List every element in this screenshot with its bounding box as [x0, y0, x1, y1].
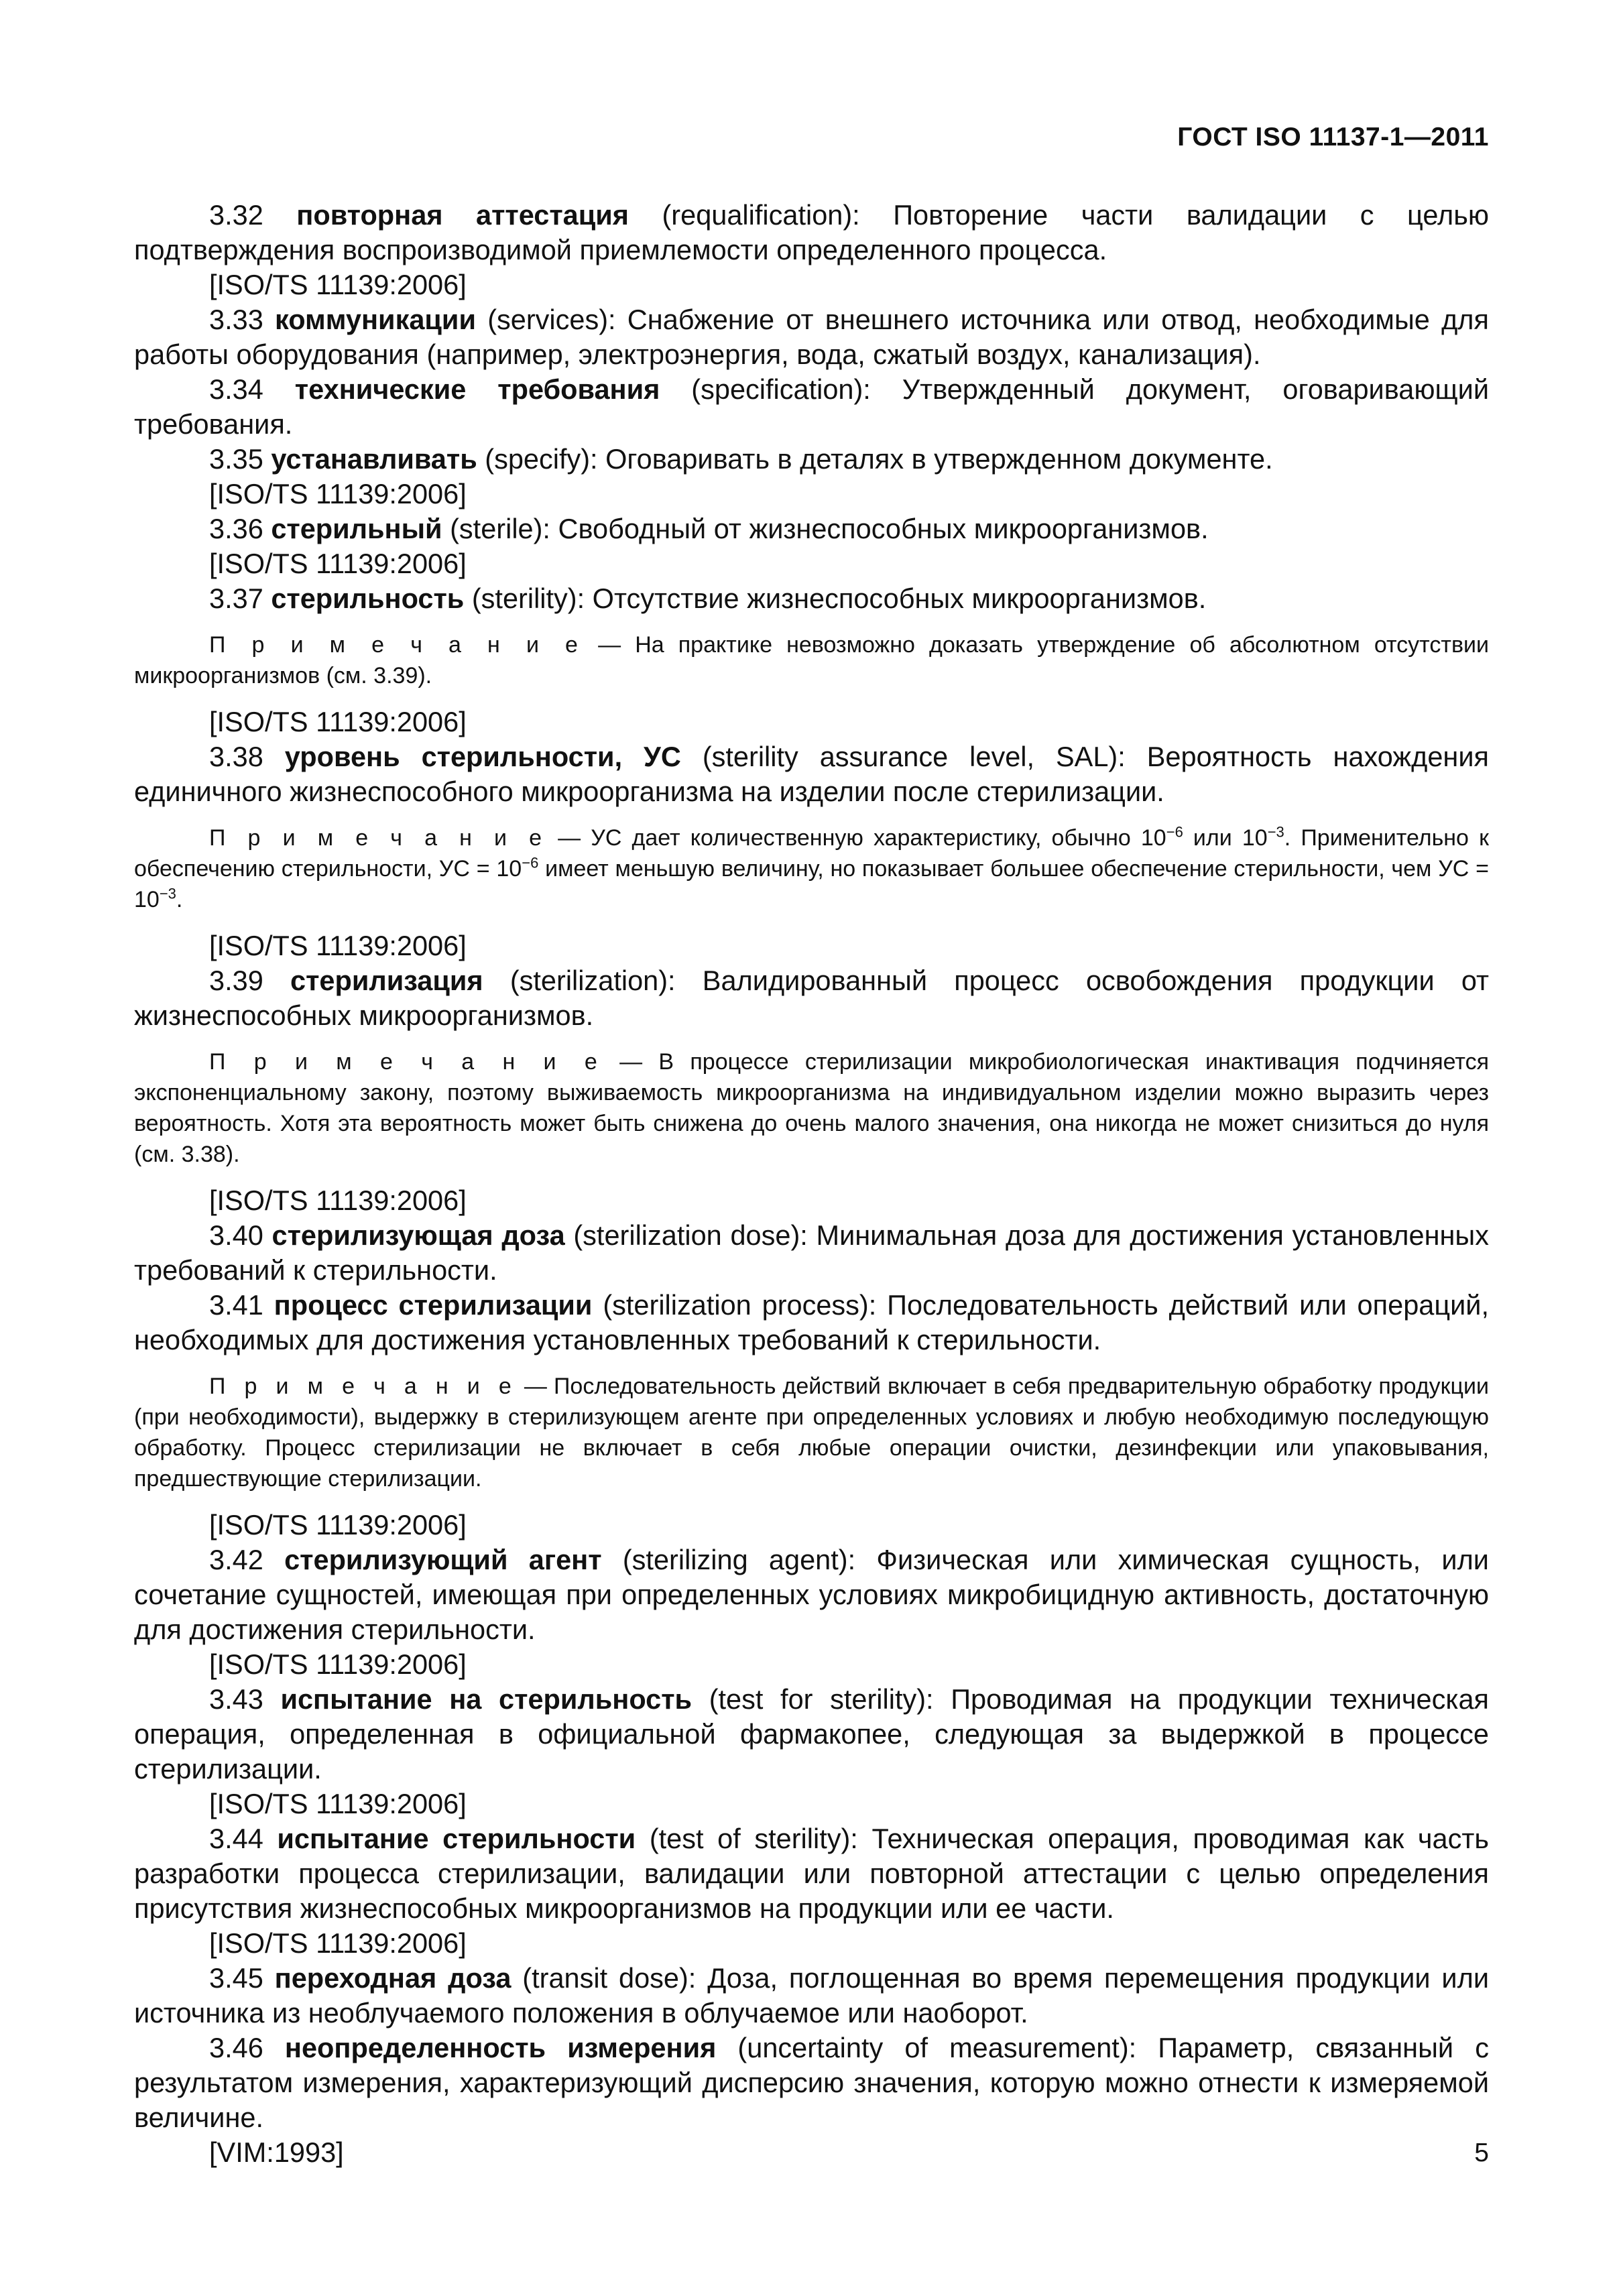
- term-3-46: 3.46 неопределенность измерения (uncertainty of measurement): Параметр, связанный с результатом измерения, характеризующий дисперсию значения, которую можно отнести к измеряемой величине.: [134, 2032, 1489, 2133]
- note-3-38: П р и м е ч а н и е — УС дает количественную характеристику, обычно $10^{-6}$ или $10^{-3}$. Применительно к обеспечению стерильности, УС = $10^{-6}$ имеет меньшую величину, но показывает большее обеспечение стерильности, чем УС = $10^{-3}$.: [134, 823, 1489, 912]
- term-3-36: 3.36 стерильный (sterile): Свободный от жизнеспособных микроорганизмов.: [209, 513, 1209, 544]
- document-body: [134, 198, 1489, 2170]
- term-3-41: 3.41 процесс стерилизации (sterilization process): Последовательность действий или операций, необходимых для достижения установленных требований к стерильности.: [134, 1289, 1490, 1355]
- document-code: ГОСТ ISO 11137-1—2011: [1177, 123, 1489, 152]
- note-3-39: П р и м е ч а н и е — В процессе стерилизации микробиологическая инактивация подчиняется экспоненциальному закону, поэтому выживаемость микроорганизма на индивидуальном изделии можно выразить через вероятность. Хотя эта вероятность может быть снижена до очень малого значения, она никогда не может снизиться до нуля (см. 3.38).: [134, 1049, 1489, 1167]
- reference: [ISO/TS 11139:2006]: [209, 1648, 467, 1680]
- reference: [ISO/TS 11139:2006]: [209, 478, 467, 509]
- reference-vim: [VIM:1993]: [209, 2136, 344, 2168]
- term-3-37: 3.37 стерильность (sterility): Отсутствие жизнеспособных микроорганизмов.: [209, 583, 1207, 614]
- term-3-43: 3.43 испытание на стерильность (test for sterility): Проводимая на продукции техническая операция, определенная в официальной фармакопее, следующая за выдержкой в процессе стерилизации.: [134, 1683, 1489, 1785]
- term-3-39: 3.39 стерилизация (sterilization): Валидированный процесс освобождения продукции от жизнеспособных микроорганизмов.: [134, 965, 1490, 1031]
- reference: [ISO/TS 11139:2006]: [209, 548, 467, 579]
- reference: [ISO/TS 11139:2006]: [209, 269, 467, 300]
- term-3-33: 3.33 коммуникации (services): Снабжение от внешнего источника или отвод, необходимые для работы оборудования (например, электроэнергия, вода, сжатый воздух, канализация).: [134, 304, 1489, 370]
- reference: [ISO/TS 11139:2006]: [209, 1927, 467, 1959]
- note-3-37: П р и м е ч а н и е — На практике невозможно доказать утверждение об абсолютном отсутствии микроорганизмов (см. 3.39).: [134, 632, 1489, 688]
- reference: [ISO/TS 11139:2006]: [209, 706, 467, 737]
- reference: [ISO/TS 11139:2006]: [209, 1788, 467, 1819]
- term-3-32: 3.32 повторная аттестация (requalification): Повторение части валидации с целью подтверждения воспроизводимой приемлемости определенного процесса.: [134, 199, 1489, 265]
- reference: [ISO/TS 11139:2006]: [209, 930, 467, 961]
- term-3-42: 3.42 стерилизующий агент (sterilizing agent): Физическая или химическая сущность, или сочетание сущностей, имеющая при определенных условиях микробицидную активность, достаточную для достижения стерильности.: [134, 1544, 1489, 1645]
- term-3-38: 3.38 уровень стерильности, УС (sterility assurance level, SAL): Вероятность нахождения единичного жизнеспособного микроорганизма на изделии после стерилизации.: [134, 741, 1489, 807]
- term-3-44: 3.44 испытание стерильности (test of sterility): Техническая операция, проводимая как часть разработки процесса стерилизации, валидации или повторной аттестации с целью определения присутствия жизнеспособных микроорганизмов на продукции или ее части.: [134, 1823, 1490, 1924]
- term-3-45: 3.45 переходная доза (transit dose): Доза, поглощенная во время перемещения продукции или источника из необлучаемого положения в облучаемое или наоборот.: [134, 1962, 1489, 2029]
- note-3-41: П р и м е ч а н и е — Последовательность действий включает в себя предварительную обработку продукции (при необходимости), выдержку в стерилизующем агенте при определенных условиях и любую необходимую последующую обработку. Процесс стерилизации не включает в себя любые операции очистки, дезинфекции или упаковывания, предшествующие стерилизации.: [134, 1374, 1489, 1492]
- page-number: 5: [1474, 2138, 1489, 2167]
- reference: [ISO/TS 11139:2006]: [209, 1185, 467, 1216]
- term-3-35: 3.35 устанавливать (specify): Оговаривать в деталях в утвержденном документе.: [209, 443, 1273, 475]
- term-3-34: 3.34 технические требования (specification): Утвержденный документ, оговаривающий требования.: [134, 373, 1489, 440]
- reference: [ISO/TS 11139:2006]: [209, 1509, 467, 1540]
- term-3-40: 3.40 стерилизующая доза (sterilization dose): Минимальная доза для достижения установленных требований к стерильности.: [134, 1219, 1490, 1286]
